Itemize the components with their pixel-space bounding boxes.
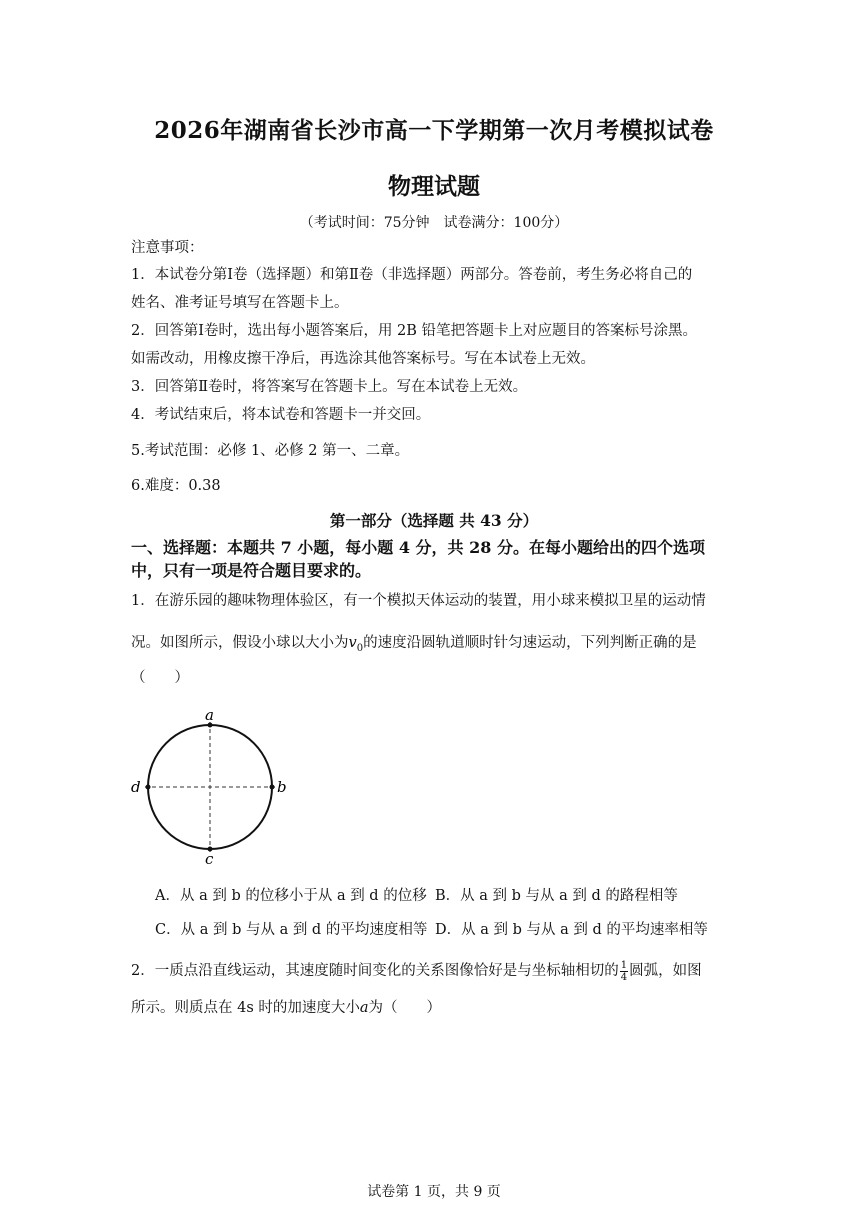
note-4: 4．考试结束后，将本试卷和答题卡一并交回。 [131,407,431,423]
q1-option-d: D．从 a 到 b 与从 a 到 d 的平均速率相等 [435,922,708,938]
subject-title: 物理试题 [388,173,480,200]
q2-stem-text-post: 圆弧，如图 [629,963,702,979]
label-d: d [131,778,141,796]
q2-stem-text-2-post: 为（ ） [368,1000,442,1016]
section-intro-line-1: 一、选择题：本题共 7 小题，每小题 4 分，共 28 分。在每小题给出的四个选项 [131,538,705,557]
point-d [146,785,151,790]
note-1-line-1: 1．本试卷分第Ⅰ卷（选择题）和第Ⅱ卷（非选择题）两部分。答卷前，考生务必将自己的 [131,267,693,283]
notes-heading: 注意事项： [131,240,204,256]
page-footer: 试卷第 1 页，共 9 页 [367,1184,501,1200]
q2-stem-line-2 [131,998,741,1018]
q1-option-a: A．从 a 到 b 的位移小于从 a 到 d 的位移 [155,888,427,904]
note-6: 6.难度：0.38 [131,478,221,494]
acceleration-symbol: a [359,1000,369,1016]
circular-orbit-figure [125,702,300,867]
q1-stem-text-pre: 况。如图所示，假设小球以大小为 [131,635,349,651]
v0-symbol: v [348,635,357,651]
v0-subscript: 0 [356,642,364,654]
q1-stem-line-2 [131,633,741,659]
section-intro-line-2: 中，只有一项是符合题目要求的。 [131,561,372,580]
note-2-line-2: 如需改动，用橡皮擦干净后，再选涂其他答案标号。写在本试卷上无效。 [131,351,595,367]
q1-option-b: B．从 a 到 b 与从 a 到 d 的路程相等 [435,888,678,904]
q2-stem-text-2-pre: 所示。则质点在 4s 时的加速度大小 [131,1000,360,1016]
q2-stem-line-1 [131,958,741,984]
fraction-numerator: 1 [620,959,628,971]
note-5: 5.考试范围：必修 1、必修 2 第一、二章。 [131,443,410,459]
note-2-line-1: 2．回答第Ⅰ卷时，选出每小题答案后，用 2B 铅笔把答题卡上对应题目的答案标号涂黑。 [131,323,698,339]
exam-info: （考试时间：75分钟 试卷满分：100分） [299,215,569,231]
point-b [270,785,275,790]
fraction-denominator: 4 [620,971,628,983]
q1-option-c: C．从 a 到 b 与从 a 到 d 的平均速度相等 [155,922,428,938]
label-c: c [205,850,214,867]
note-3: 3．回答第Ⅱ卷时，将答案写在答题卡上。写在本试卷上无效。 [131,379,528,395]
q2-stem-text-pre: 2．一质点沿直线运动，其速度随时间变化的关系图像恰好是与坐标轴相切的 [131,963,619,979]
note-1-line-2: 姓名、准考证号填写在答题卡上。 [131,295,349,311]
q1-stem-text-post: 的速度沿圆轨道顺时针匀速运动，下列判断正确的是 [363,635,697,651]
part-title: 第一部分（选择题 共 43 分） [329,511,539,530]
label-a: a [205,706,214,724]
q1-answer-bracket: （ ） [131,670,189,686]
exam-title: 2026年湖南省长沙市高一下学期第一次月考模拟试卷 [154,117,714,144]
q1-stem-line-1: 1．在游乐园的趣味物理体验区，有一个模拟天体运动的装置，用小球来模拟卫星的运动情 [131,593,706,609]
quarter-fraction [620,960,628,983]
label-b: b [277,778,287,796]
